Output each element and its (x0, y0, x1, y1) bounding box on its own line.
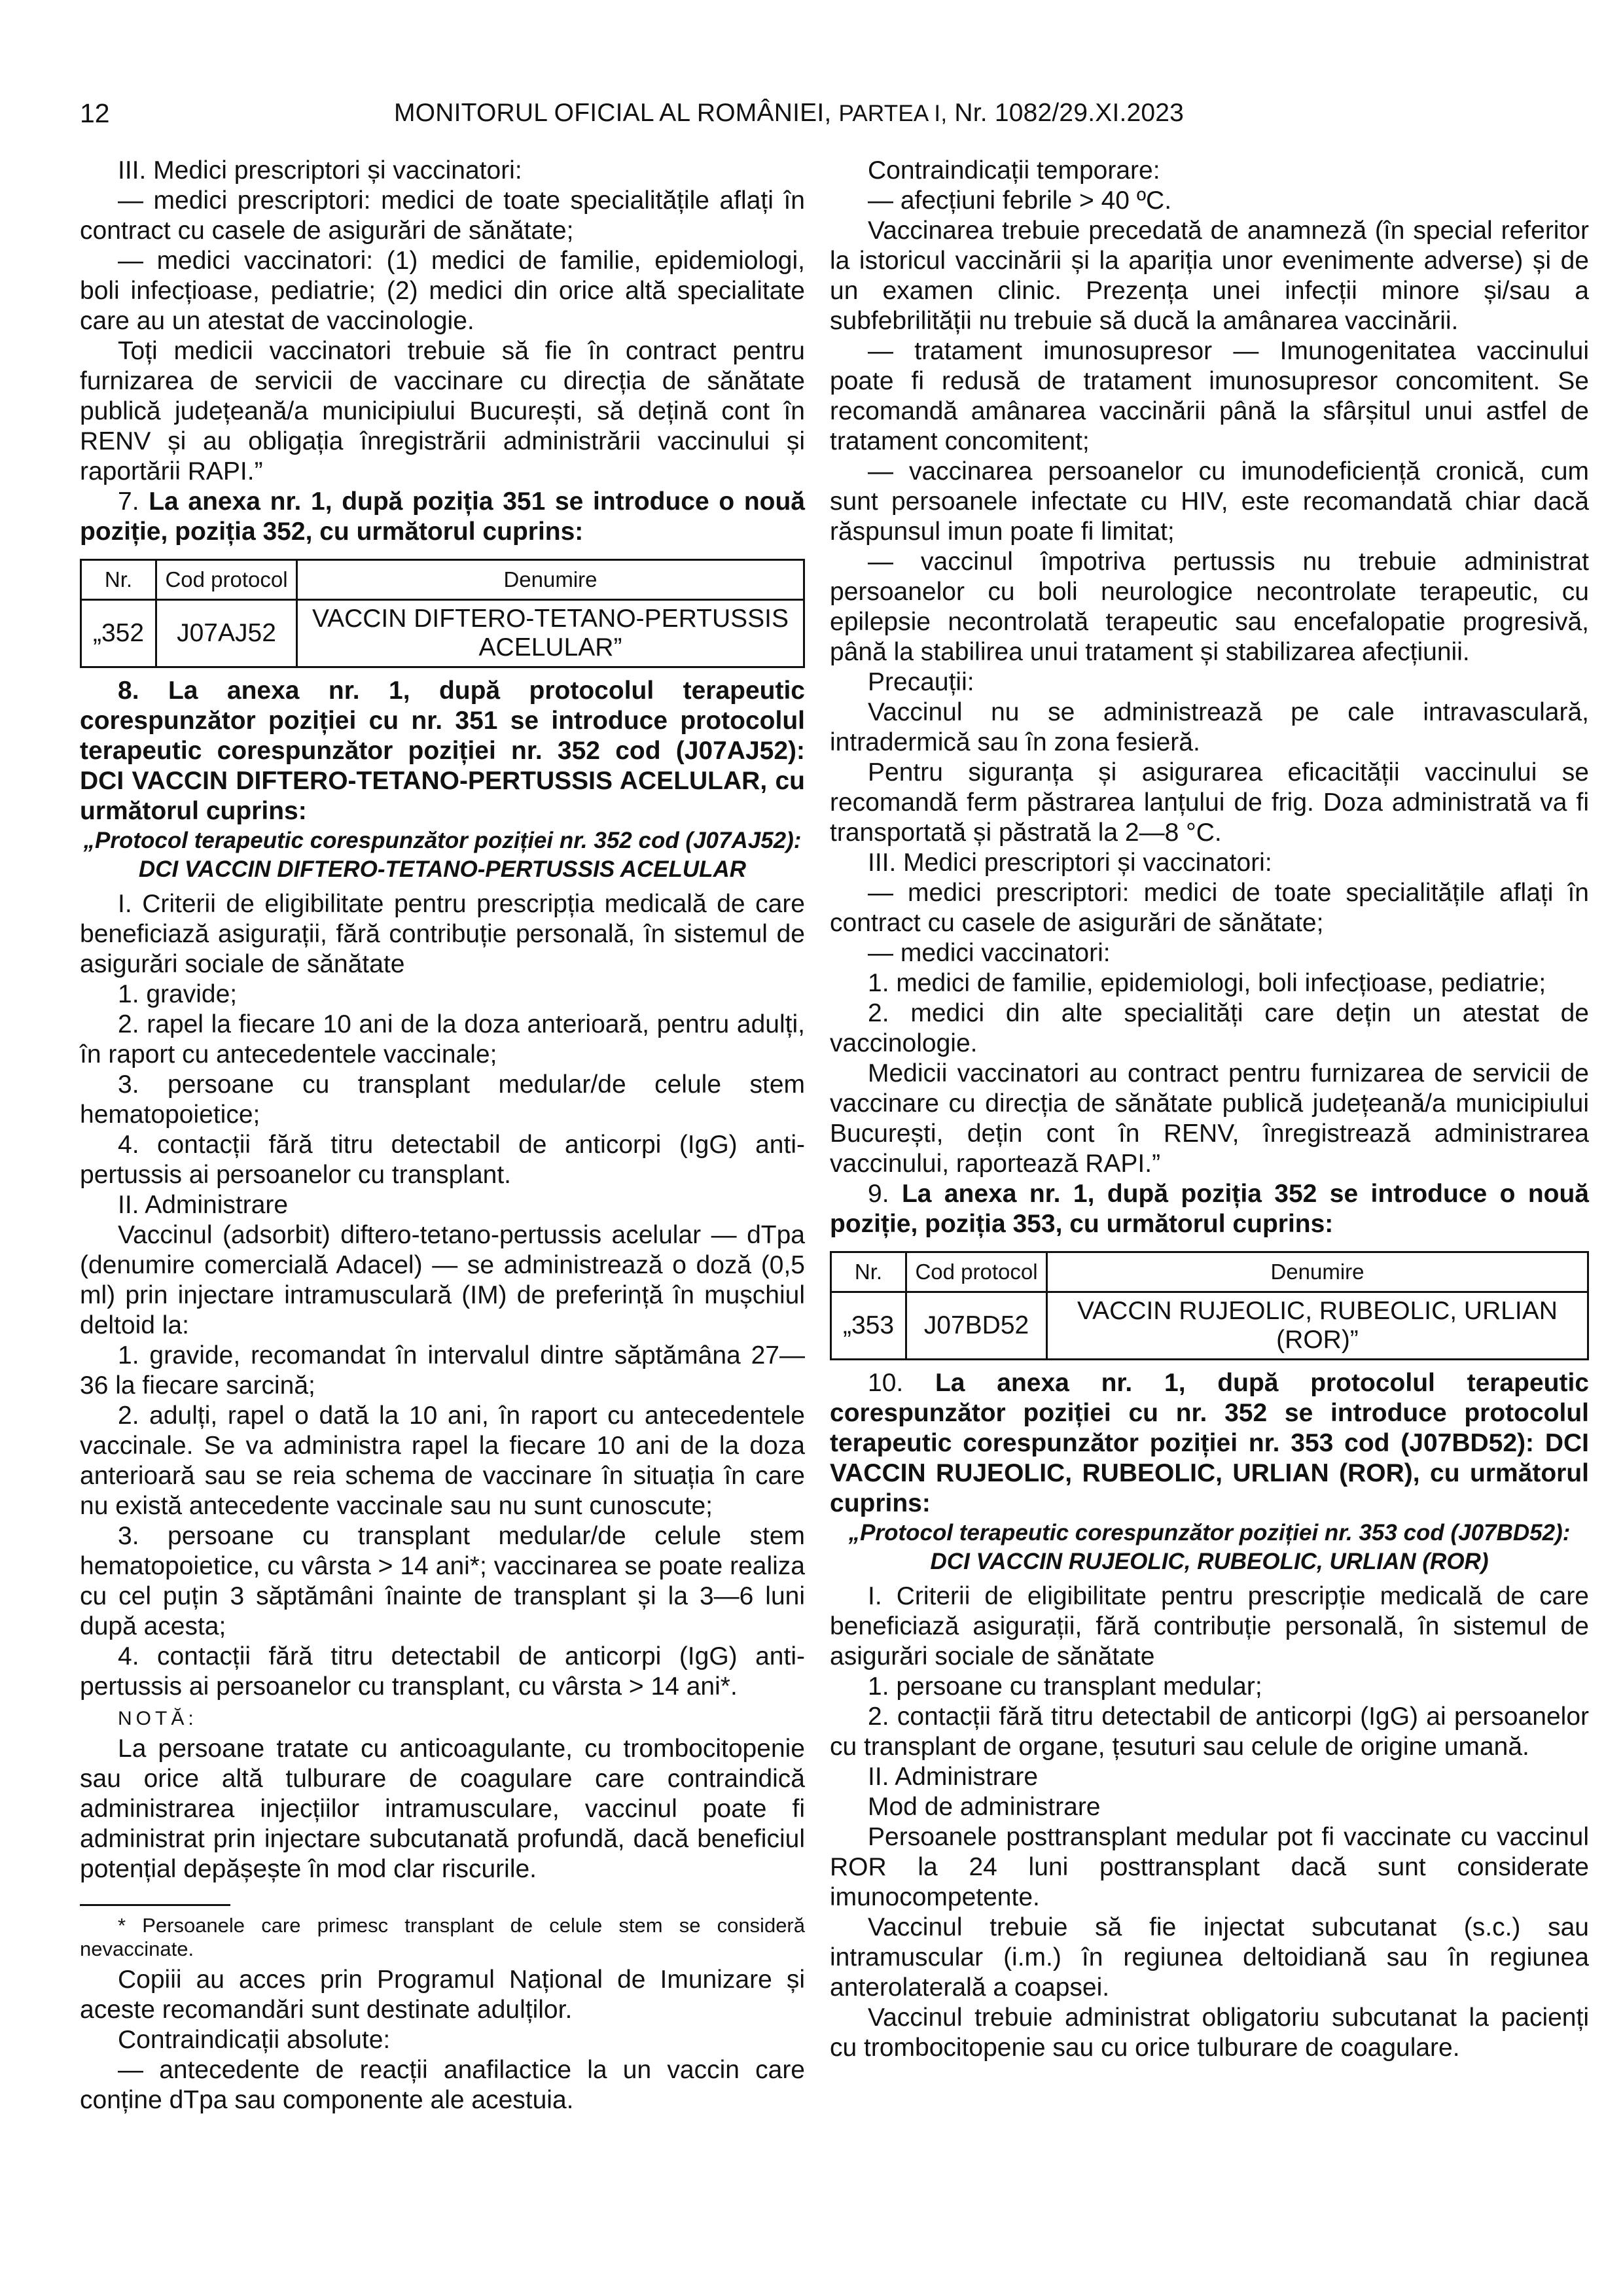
paragraph: 4. contacții fără titru detectabil de anticorpi (IgG) anti-pertussis ai persoanelor cu transplant, cu vârsta > 14 ani*. (80, 1642, 805, 1701)
protocol-title: „Protocol terapeutic corespunzător poziției nr. 353 cod (J07BD52): DCI VACCIN RUJEOLIC, RUBEOLIC, URLIAN (ROR) (848, 1520, 1571, 1574)
protocol-title: „Protocol terapeutic corespunzător poziției nr. 352 cod (J07AJ52): DCI VACCIN DIFTERO-TETANO-PERTUSSIS ACELULAR (83, 828, 802, 882)
amendment-item (80, 487, 805, 547)
table-header-cell: Cod protocol (906, 1252, 1047, 1292)
footnote: * Persoanele care primesc transplant de celule stem se consideră nevaccinate. (80, 1914, 805, 1960)
paragraph: Vaccinarea trebuie precedată de anamneză (în special referitor la istoricul vaccinării și la apariția unor evenimente adverse) și de un examen clinic. Prezența unei infecții minore și/sau a subfebrilității nu trebuie să ducă la amânarea vaccinării. (830, 217, 1589, 335)
paragraph: — medici vaccinatori: (1) medici de familie, epidemiologi, boli infecțioase, pediatrie; (2) medici din orice altă specialitate care au un atestat de vaccinologie. (80, 247, 805, 335)
paragraph: 1. persoane cu transplant medular; (868, 1672, 1262, 1701)
paragraph: 2. medici din alte specialități care dețin un atestat de vaccinologie. (830, 999, 1589, 1057)
paragraph: — vaccinul împotriva pertussis nu trebuie administrat persoanelor cu boli neurologice necontrolate terapeutic, cu epilepsie necontrolată terapeutic sau encefalopatie progresivă, până la stabilirea unui tratament și stabilizarea afecțiunii. (830, 548, 1589, 666)
paragraph: Contraindicații absolute: (118, 2026, 391, 2054)
table-cell: J07BD52 (906, 1292, 1047, 1360)
table-header-row (831, 1252, 1588, 1292)
footnote-divider (80, 1904, 230, 1906)
paragraph: 2. adulți, rapel o dată la 10 ani, în raport cu antecedentele vaccinale. Se va administra rapel la fiecare 10 ani de la doza anterioară sau se reia schema de vaccinare în situația în care nu există antecedente vaccinale sau nu sunt cunoscute; (80, 1402, 805, 1520)
table-cell: VACCIN RUJEOLIC, RUBEOLIC, URLIAN (ROR)” (1047, 1292, 1588, 1360)
table-header-cell: Nr. (831, 1252, 906, 1292)
paragraph: La persoane tratate cu anticoagulante, cu trombocitopenie sau orice altă tulburare de coagulare care contraindică administrarea injecțiilor intramusculare, vaccinul poate fi administrat prin injectare subcutanată profundă, dacă beneficiul potențial depășește în mod clar riscurile. (80, 1735, 805, 1883)
paragraph: 1. gravide, recomandat în intervalul dintre săptămâna 27—36 la fiecare sarcină; (80, 1341, 805, 1400)
paragraph: — afecțiuni febrile > 40 ºC. (868, 186, 1172, 215)
amendment-number: 7. (118, 487, 139, 516)
paragraph: 3. persoane cu transplant medular/de celule stem hematopoietice; (80, 1070, 805, 1129)
header-title-issue: Nr. 1082/29.XI.2023 (954, 99, 1185, 127)
amendment-item (830, 1179, 1589, 1239)
header-title (394, 98, 1184, 129)
protocol-table (830, 1251, 1589, 1360)
table-header-cell: Denumire (297, 560, 804, 600)
header-title-part: PARTEA I, (838, 101, 948, 126)
table-header-row (81, 560, 804, 600)
paragraph: — antecedente de reacții anafilactice la un vaccin care conține dTpa sau componente ale acestuia. (80, 2056, 805, 2114)
page-number: 12 (80, 98, 110, 128)
amendment-number: 8. (118, 677, 139, 705)
paragraph: Copiii au acces prin Programul Național de Imunizare și aceste recomandări sunt destinate adulților. (80, 1966, 805, 2024)
page-header (80, 98, 1546, 137)
amendment-item (830, 1368, 1589, 1519)
paragraph: Pentru siguranța și asigurarea eficacității vaccinului se recomandă ferm păstrarea lanțului de frig. Doza administrată va fi transportată și păstrată la 2—8 °C. (830, 758, 1589, 847)
paragraph: Precauții: (868, 668, 974, 696)
table-header-cell: Nr. (81, 560, 156, 600)
paragraph: Vaccinul (adsorbit) diftero-tetano-pertussis acelular — dTpa (denumire comercială Adacel) — se administrează o doză (0,5 ml) prin injectare intramusculară (IM) de preferință în mușchiul deltoid la: (80, 1221, 805, 1339)
paragraph: Mod de administrare (868, 1793, 1101, 1821)
paragraph: 2. rapel la fiecare 10 ani de la doza anterioară, pentru adulți, în raport cu antecedentele vaccinale; (80, 1010, 805, 1069)
paragraph: II. Administrare (868, 1763, 1039, 1791)
amendment-text: La anexa nr. 1, după protocolul terapeutic corespunzător poziției cu nr. 351 se introduce protocolul terapeutic corespunzător poziției nr. 352 cod (J07AJ52): DCI VACCIN DIFTERO-TETANO-PERTUSSIS ACELULAR, cu următorul cuprins: (80, 677, 805, 825)
amendment-text: La anexa nr. 1, după poziția 352 se introduce o nouă poziție, poziția 353, cu următorul cuprins: (830, 1180, 1589, 1238)
paragraph: — tratament imunosupresor — Imunogenitatea vaccinului poate fi redusă de tratament imunosupresor concomitent. Se recomandă amânarea vaccinării până la sfârșitul unui astfel de tratament concomitent; (830, 337, 1589, 455)
paragraph: 4. contacții fără titru detectabil de anticorpi (IgG) anti-pertussis ai persoanelor cu transplant. (80, 1131, 805, 1189)
paragraph: III. Medici prescriptori și vaccinatori: (868, 849, 1272, 877)
paragraph: — vaccinarea persoanelor cu imunodeficiență cronică, cum sunt persoanele infectate cu HIV, este recomandată chiar dacă răspunsul imun poate fi limitat; (830, 457, 1589, 546)
table-cell: „353 (831, 1292, 906, 1360)
note-label: NOTĂ: (118, 1708, 198, 1729)
amendment-item (80, 676, 805, 826)
paragraph: Medicii vaccinatori au contract pentru furnizarea de servicii de vaccinare cu direcția de sănătate publică județeană/a municipiului București, dețin cont în RENV, înregistrează administrarea vaccinului, raportează RAPI.” (830, 1059, 1589, 1178)
paragraph: Vaccinul nu se administrează pe cale intravasculară, intradermică sau în zona fesieră. (830, 698, 1589, 756)
right-column (830, 156, 1589, 2063)
amendment-number: 10. (868, 1369, 904, 1397)
paragraph: Contraindicații temporare: (868, 156, 1160, 185)
paragraph: I. Criterii de eligibilitate pentru prescripția medicală de care beneficiază asigurații, fără contribuție personală, în sistemul de asigurări sociale de sănătate (80, 890, 805, 978)
amendment-text: La anexa nr. 1, după poziția 351 se introduce o nouă poziție, poziția 352, cu următorul cuprins: (80, 487, 805, 546)
paragraph: — medici vaccinatori: (868, 939, 1111, 967)
amendment-text: La anexa nr. 1, după protocolul terapeutic corespunzător poziției cu nr. 352 se introduce protocolul terapeutic corespunzător poziției nr. 353 cod (J07BD52): DCI VACCIN RUJEOLIC, RUBEOLIC, URLIAN (ROR), cu următorul cuprins: (830, 1369, 1589, 1517)
paragraph: Toți medicii vaccinatori trebuie să fie în contract pentru furnizarea de servicii de vaccinare cu direcția de sănătate publică județeană/a municipiului București, să dețină cont în RENV și au obligația înregistrării administrării vaccinului și raportării RAPI.” (80, 337, 805, 486)
amendment-number: 9. (868, 1180, 889, 1208)
table-header-cell: Cod protocol (156, 560, 297, 600)
paragraph: 3. persoane cu transplant medular/de celule stem hematopoietice, cu vârsta > 14 ani*; vaccinarea se poate realiza cu cel puțin 3 săptămâni înainte de transplant și la 3—6 luni după acesta; (80, 1522, 805, 1640)
table-row (81, 600, 804, 667)
paragraph: 1. medici de familie, epidemiologi, boli infecțioase, pediatrie; (868, 969, 1546, 997)
paragraph: — medici prescriptori: medici de toate specialitățile aflați în contract cu casele de asigurări de sănătate; (80, 186, 805, 245)
table-row (831, 1292, 1588, 1360)
protocol-table (80, 559, 805, 668)
left-column (80, 156, 805, 2115)
table-cell: „352 (81, 600, 156, 667)
paragraph: III. Medici prescriptori și vaccinatori: (118, 156, 522, 185)
paragraph: Vaccinul trebuie să fie injectat subcutanat (s.c.) sau intramuscular (i.m.) în regiunea deltoidiană sau în regiunea anterolaterală a coapsei. (830, 1913, 1589, 2002)
paragraph: Vaccinul trebuie administrat obligatoriu subcutanat la pacienți cu trombocitopenie sau cu orice tulburare de coagulare. (830, 2004, 1589, 2062)
table-cell: VACCIN DIFTERO-TETANO-PERTUSSIS ACELULAR” (297, 600, 804, 667)
table-header-cell: Denumire (1047, 1252, 1588, 1292)
paragraph: II. Administrare (118, 1191, 289, 1219)
table-cell: J07AJ52 (156, 600, 297, 667)
paragraph: 1. gravide; (118, 980, 238, 1008)
header-title-main: MONITORUL OFICIAL AL ROMÂNIEI, (394, 99, 832, 127)
paragraph: 2. contacții fără titru detectabil de anticorpi (IgG) ai persoanelor cu transplant de organe, țesuturi sau celule de origine umană. (830, 1703, 1589, 1761)
paragraph: I. Criterii de eligibilitate pentru prescripție medicală de care beneficiază asigurații, fără contribuție personală, în sistemul de asigurări sociale de sănătate (830, 1582, 1589, 1670)
paragraph: Persoanele posttransplant medular pot fi vaccinate cu vaccinul ROR la 24 luni posttransplant dacă sunt considerate imunocompetente. (830, 1823, 1589, 1911)
paragraph: — medici prescriptori: medici de toate specialitățile aflați în contract cu casele de asigurări de sănătate; (830, 879, 1589, 937)
